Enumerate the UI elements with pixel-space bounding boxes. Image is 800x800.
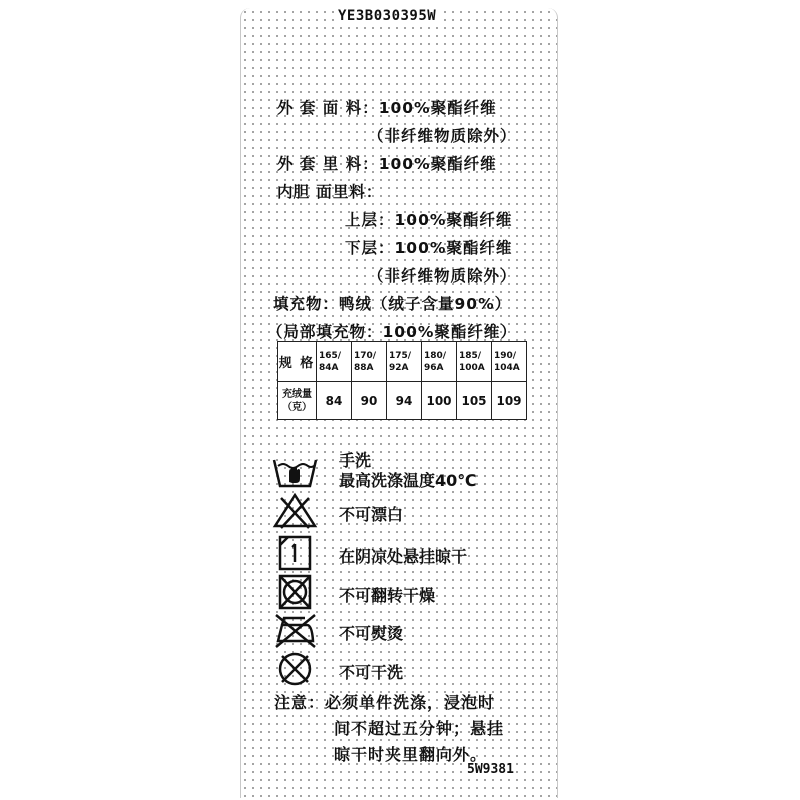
size-cell: 170/ 88A — [352, 342, 387, 382]
product-code: YE3B030395W — [338, 8, 437, 24]
care-text-line-dry: 在阴凉处悬挂晾干 — [339, 547, 468, 566]
fill-header: 充绒量 （克） — [278, 382, 317, 420]
fill-cell: 94 — [387, 382, 422, 420]
size-header: 规 格 — [278, 342, 317, 382]
composition-filling: 填充物：鸭绒（绒子含量90%） — [273, 295, 512, 313]
no-tumble-dry-icon — [271, 573, 319, 611]
composition-note-2: （非纤维物质除外） — [368, 267, 517, 285]
size-row — [278, 342, 527, 382]
note-line-2: 间不超过五分钟；悬挂 — [334, 719, 505, 738]
composition-lower-layer: 下层：100%聚酯纤维 — [345, 239, 513, 257]
note-line-3: 晾干时夹里翻向外。 — [334, 745, 488, 764]
care-text-hand-wash: 手洗 — [339, 451, 372, 470]
composition-partial-filling: （局部填充物：100%聚酯纤维） — [267, 323, 517, 341]
bottom-code: 5W9381 — [467, 762, 514, 777]
size-cell: 175/ 92A — [387, 342, 422, 382]
fill-cell: 90 — [352, 382, 387, 420]
size-cell: 185/ 100A — [457, 342, 492, 382]
line-dry-shade-icon — [271, 534, 319, 572]
composition-note-1: （非纤维物质除外） — [368, 127, 517, 145]
care-text-no-bleach: 不可漂白 — [339, 505, 404, 524]
fill-cell: 100 — [422, 382, 457, 420]
fill-row — [278, 382, 527, 420]
composition-upper-layer: 上层：100%聚酯纤维 — [345, 211, 513, 229]
care-text-no-tumble-dry: 不可翻转干燥 — [339, 586, 436, 605]
fill-cell: 109 — [492, 382, 527, 420]
composition-inner-header: 内胆 面里料： — [277, 183, 383, 201]
care-text-no-dry-clean: 不可干洗 — [339, 663, 404, 682]
hand-wash-icon — [271, 452, 319, 490]
size-cell: 165/ 84A — [317, 342, 352, 382]
composition-outer-lining: 外 套 里 料：100%聚酯纤维 — [277, 155, 497, 173]
fill-cell: 84 — [317, 382, 352, 420]
note-line-1: 注意：必须单件洗涤，浸泡时 — [274, 693, 496, 712]
size-cell: 190/ 104A — [492, 342, 527, 382]
no-dry-clean-icon — [271, 650, 319, 688]
no-iron-icon — [271, 611, 319, 649]
size-cell: 180/ 96A — [422, 342, 457, 382]
care-text-no-iron: 不可熨烫 — [339, 624, 404, 643]
care-text-wash-temp: 最高洗涤温度40℃ — [339, 471, 477, 490]
fill-cell: 105 — [457, 382, 492, 420]
care-label — [240, 8, 558, 798]
size-fill-table — [277, 341, 527, 420]
no-bleach-icon — [271, 492, 319, 530]
composition-outer-fabric: 外 套 面 料：100%聚酯纤维 — [277, 99, 497, 117]
